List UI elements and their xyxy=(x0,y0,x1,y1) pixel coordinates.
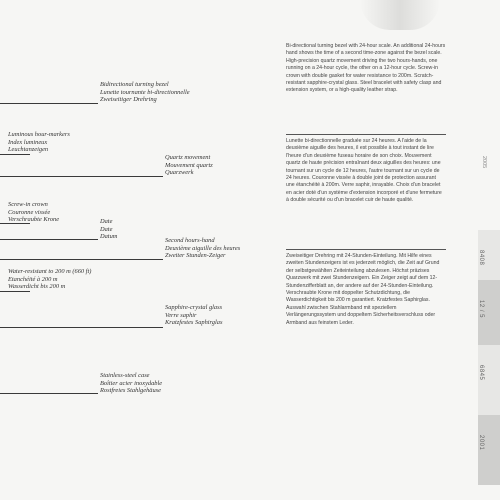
callout-line: Water-resistant to 200 m (660 ft) xyxy=(8,268,92,275)
callout-line: Couronne vissée xyxy=(8,208,51,216)
leader-line xyxy=(0,154,30,155)
leader-line xyxy=(0,239,98,240)
watch-shadow xyxy=(360,0,440,30)
leader-line xyxy=(0,103,98,104)
callout-line: Verre saphir xyxy=(165,311,197,319)
callout-line: Index lumineux xyxy=(8,138,48,146)
description-text: Lunette bi-directionnelle graduée sur 24 heures. A l'aide de la deuxième aiguille des heures, il est possible à tout instant de lire l'heure d'un deuxième fuseau horaire de son choix. Mouvement quartz de haute précision entraînant deux aiguilles des heures: une tournant sur un cycle de 12 heures, l'autre tournant sur un cycle de 24 heures. Couronne vissée à double joint de protection assurant une étanchéité à 200m. Verre saphir, inrayable. Choix d'un bracelet en acier doté d'un système d'extension incorporé et d'une fermeture à double sécurité ou d'un bracelet cuir de haute qualité. xyxy=(286,138,442,204)
callout-line: Bidirectional turning bezel xyxy=(100,81,169,88)
leader-line xyxy=(0,176,163,177)
callout-line: Wasserdicht bis 200 m xyxy=(8,283,66,291)
callout-date xyxy=(100,218,117,241)
description-text: Zweiseitiger Drehring mit 24-Stunden-Einteilung. Mit Hilfe eines zweiten Stundenzeigers ist es jederzeit möglich, die Zeit auf Grund der selbstgewählten Zeiteinteilung abzulesen. Höchst präzises Quarzwerk mit zwei Stundenzeigern. Ein Zeiger zeigt auf dem 12-Stundenzifferblatt an, der andere auf der 24-Stunden-Einteilung. Verschraubte Krone mit doppelter Schutzdichtung, die Wasserdichtigkeit bis 200 m garantiert. Kratzfestes Saphirglas. Auswahl zwischen Stahlarmband mit speziellem Verlängerungssystem und doppeltem Sicherheitsverschluss oder Armband aus feinstem Leder. xyxy=(286,253,440,326)
divider xyxy=(286,249,446,250)
side-tab[interactable] xyxy=(478,415,500,485)
side-index-tabs xyxy=(478,150,500,500)
callout-line: Quartz movement xyxy=(165,154,211,161)
side-tab[interactable] xyxy=(478,280,500,350)
side-tab-label: 6845 xyxy=(478,365,484,381)
side-tab[interactable] xyxy=(478,345,500,415)
callout-line: Datum xyxy=(100,233,118,241)
callout-line: Leuchtanzeigen xyxy=(8,146,49,154)
description-english xyxy=(286,43,446,95)
callout-line: Deuxième aiguille des heures xyxy=(165,244,241,252)
callout-second-hand xyxy=(165,237,240,260)
leader-line xyxy=(0,259,163,260)
callout-line: Second hours-hand xyxy=(165,237,215,244)
callout-line: Zweiseitiger Drehring xyxy=(100,96,157,104)
callout-line: Sapphire-crystal glass xyxy=(165,304,223,311)
side-tab-label: 12 / 5 xyxy=(478,300,484,319)
callout-line: Luminous hour-markers xyxy=(8,131,70,138)
callout-line: Lunette tournante bi-directionnelle xyxy=(100,88,190,96)
leader-line xyxy=(0,291,30,292)
callout-glass xyxy=(165,304,222,327)
callout-line: Boîtier acier inoxydable xyxy=(100,379,163,387)
callout-movement xyxy=(165,154,213,177)
callout-hour-markers xyxy=(8,131,70,154)
callout-water-resistance xyxy=(8,268,91,291)
callout-bezel xyxy=(100,81,190,104)
callout-line: Date xyxy=(100,218,113,225)
callout-line: Mouvement quartz xyxy=(165,161,213,169)
callout-line: Quarzwerk xyxy=(165,169,194,177)
leader-line xyxy=(0,393,98,394)
leader-line xyxy=(0,327,163,328)
callout-line: Verschraubte Krone xyxy=(8,216,60,224)
description-german xyxy=(286,253,446,327)
callout-crown xyxy=(8,201,59,224)
description-text: Bi-directional turning bezel with 24-hour scale. An additional 24-hours hand shows the time of a second time-zone against the bezel scale. High-precision quartz movement driving the two hours-hands, one running on a 24-hour cycle, the other on a 12-hour cycle. Screw-in crown with double gasket for water resistance to 200m. Scratch-resistant sapphire-crystal glass. Steel bracelet with safety clasp and extension system, or a high-quality leather strap. xyxy=(286,43,446,94)
description-french xyxy=(286,138,446,205)
side-tab-label: 2001 xyxy=(478,435,484,451)
callout-line: Date xyxy=(100,225,113,233)
side-index-mark: 2005 xyxy=(481,156,487,169)
divider xyxy=(286,134,446,135)
callout-line: Rostfreies Stahlgehäuse xyxy=(100,387,161,395)
callout-line: Kratzfestes Saphirglas xyxy=(165,319,223,327)
callout-line: Screw-in crown xyxy=(8,201,48,208)
callout-line: Etanchéité à 200 m xyxy=(8,275,58,283)
callout-line: Stainless-steel case xyxy=(100,372,150,379)
side-tab-label: 8408 xyxy=(478,250,484,266)
callout-line: Zweiter Stunden-Zeiger xyxy=(165,252,226,260)
callout-case xyxy=(100,372,162,395)
